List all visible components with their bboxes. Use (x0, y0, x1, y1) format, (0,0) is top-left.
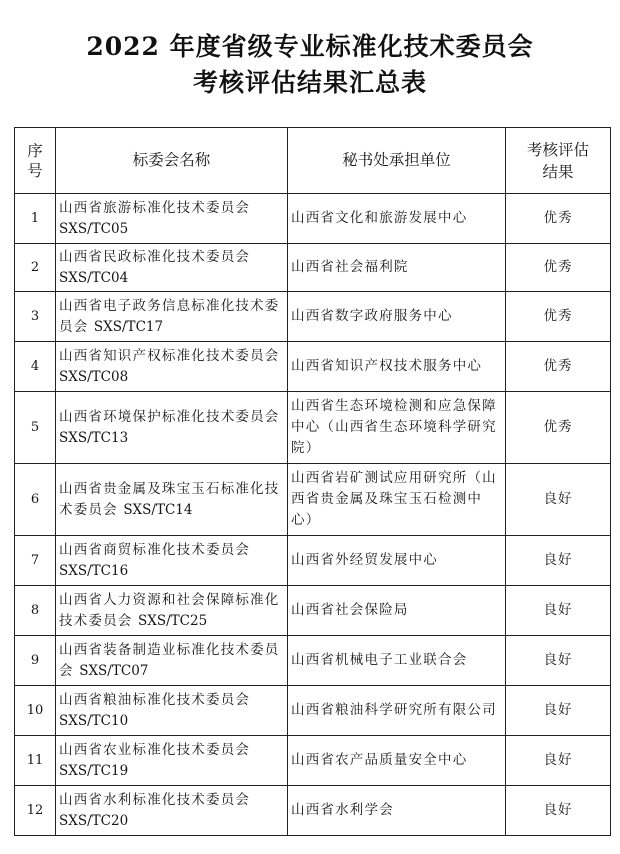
table-row (15, 292, 611, 342)
committee-name: 山西省水利标准化技术委员会 (59, 791, 251, 808)
committee-name: 山西省电子政务信息标准化技术委员会 (59, 297, 280, 335)
committee-name: 山西省装备制造业标准化技术委员会 (59, 641, 280, 679)
secretariat-unit: 山西省社会保险局 (288, 586, 506, 636)
evaluation-result: 优秀 (506, 292, 611, 342)
committee-code: SXS/TC25 (138, 612, 208, 629)
committee-name: 山西省人力资源和社会保障标准化技术委员会 (59, 591, 280, 629)
secretariat-unit: 山西省生态环境检测和应急保障中心（山西省生态环境科学研究院） (288, 392, 506, 464)
committee-code: SXS/TC05 (59, 220, 129, 237)
committee-name: 山西省民政标准化技术委员会 (59, 248, 251, 265)
committee-name-cell (56, 786, 288, 836)
secretariat-unit: 山西省社会福利院 (288, 244, 506, 292)
committee-code: SXS/TC17 (93, 318, 164, 335)
committee-name-cell (56, 292, 288, 342)
committee-code: SXS/TC10 (59, 712, 129, 729)
secretariat-unit: 山西省知识产权技术服务中心 (288, 342, 506, 392)
evaluation-result: 良好 (506, 736, 611, 786)
committee-name-cell (56, 686, 288, 736)
table-row (15, 586, 611, 636)
evaluation-result: 优秀 (506, 244, 611, 292)
secretariat-unit: 山西省农产品质量安全中心 (288, 736, 506, 786)
row-number: 4 (15, 342, 56, 392)
committee-name: 山西省环境保护标准化技术委员会 (59, 408, 280, 425)
committee-code: SXS/TC13 (59, 429, 129, 446)
table-row (15, 786, 611, 836)
committee-name: 山西省知识产权标准化技术委员会 (59, 347, 280, 364)
table-row (15, 392, 611, 464)
header-unit: 秘书处承担单位 (288, 128, 506, 194)
committee-code: SXS/TC04 (59, 269, 129, 286)
evaluation-result: 良好 (506, 464, 611, 536)
table-row (15, 636, 611, 686)
table-row (15, 736, 611, 786)
committee-name-cell (56, 736, 288, 786)
secretariat-unit: 山西省文化和旅游发展中心 (288, 194, 506, 244)
results-table (14, 127, 611, 836)
committee-name: 山西省商贸标准化技术委员会 (59, 541, 251, 558)
evaluation-result: 良好 (506, 586, 611, 636)
committee-name-cell (56, 342, 288, 392)
table-header-row (15, 128, 611, 194)
committee-name: 山西省旅游标准化技术委员会 (59, 199, 251, 216)
committee-name-cell (56, 536, 288, 586)
committee-name: 山西省粮油标准化技术委员会 (59, 691, 251, 708)
row-number: 3 (15, 292, 56, 342)
table-row (15, 244, 611, 292)
table-row (15, 686, 611, 736)
header-result-line2: 结果 (542, 162, 574, 181)
table-row (15, 536, 611, 586)
evaluation-result: 良好 (506, 686, 611, 736)
document-title-line1: 2022 年度省级专业标准化技术委员会 (86, 32, 534, 61)
row-number: 1 (15, 194, 56, 244)
committee-name-cell (56, 392, 288, 464)
committee-code: SXS/TC07 (79, 662, 149, 679)
committee-name: 山西省农业标准化技术委员会 (59, 741, 251, 758)
evaluation-result: 良好 (506, 536, 611, 586)
document-title-line2: 考核评估结果汇总表 (192, 68, 427, 97)
table-row (15, 464, 611, 536)
row-number: 11 (15, 736, 56, 786)
committee-name: 山西省贵金属及珠宝玉石标准化技术委员会 (59, 480, 280, 518)
header-result (506, 128, 611, 194)
row-number: 12 (15, 786, 56, 836)
table-row (15, 342, 611, 392)
secretariat-unit: 山西省外经贸发展中心 (288, 536, 506, 586)
row-number: 5 (15, 392, 56, 464)
header-no-line1: 序 (27, 141, 43, 160)
secretariat-unit: 山西省水利学会 (288, 786, 506, 836)
evaluation-result: 优秀 (506, 194, 611, 244)
committee-code: SXS/TC19 (59, 762, 129, 779)
committee-code: SXS/TC08 (59, 368, 129, 385)
committee-name-cell (56, 636, 288, 686)
committee-code: SXS/TC14 (123, 501, 193, 518)
evaluation-result: 良好 (506, 636, 611, 686)
committee-name-cell (56, 586, 288, 636)
evaluation-result: 良好 (506, 786, 611, 836)
row-number: 2 (15, 244, 56, 292)
evaluation-result: 优秀 (506, 342, 611, 392)
secretariat-unit: 山西省数字政府服务中心 (288, 292, 506, 342)
header-no-line2: 号 (27, 161, 43, 180)
header-no (15, 128, 56, 194)
row-number: 7 (15, 536, 56, 586)
header-result-line1: 考核评估 (526, 140, 589, 159)
table-row (15, 194, 611, 244)
secretariat-unit: 山西省机械电子工业联合会 (288, 636, 506, 686)
secretariat-unit: 山西省岩矿测试应用研究所（山西省贵金属及珠宝玉石检测中心） (288, 464, 506, 536)
row-number: 6 (15, 464, 56, 536)
committee-name-cell (56, 194, 288, 244)
committee-code: SXS/TC16 (59, 562, 129, 579)
committee-name-cell (56, 244, 288, 292)
row-number: 10 (15, 686, 56, 736)
secretariat-unit: 山西省粮油科学研究所有限公司 (288, 686, 506, 736)
row-number: 9 (15, 636, 56, 686)
evaluation-result: 优秀 (506, 392, 611, 464)
committee-name-cell (56, 464, 288, 536)
header-name: 标委会名称 (56, 128, 288, 194)
row-number: 8 (15, 586, 56, 636)
committee-code: SXS/TC20 (59, 812, 129, 829)
